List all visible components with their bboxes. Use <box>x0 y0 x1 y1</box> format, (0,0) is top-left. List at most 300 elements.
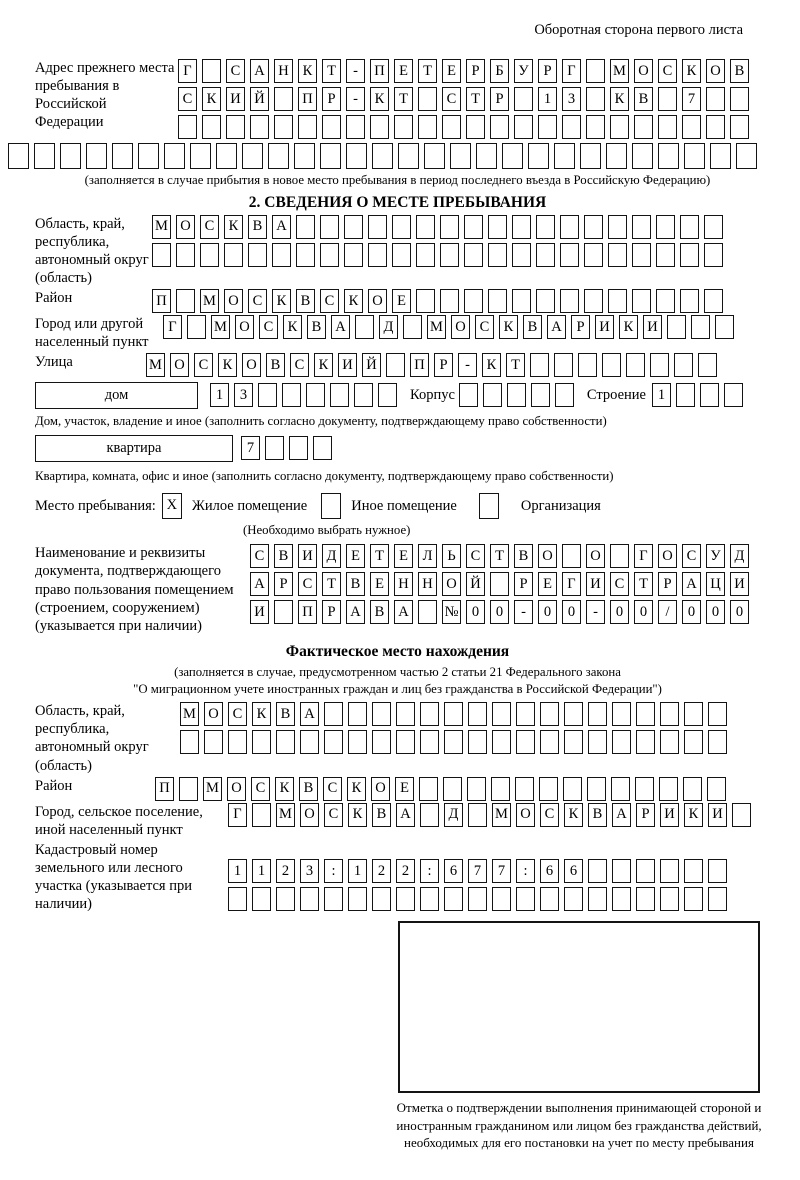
char-cell[interactable] <box>252 887 271 911</box>
char-cell[interactable] <box>682 115 701 139</box>
char-cell[interactable] <box>488 243 507 267</box>
char-cell[interactable] <box>730 87 749 111</box>
char-cell[interactable]: П <box>298 87 317 111</box>
char-cell[interactable] <box>538 115 557 139</box>
char-cell[interactable]: И <box>708 803 727 827</box>
char-cell[interactable] <box>516 887 535 911</box>
char-cell[interactable]: - <box>458 353 477 377</box>
char-cell[interactable] <box>554 143 575 169</box>
char-cell[interactable] <box>684 143 705 169</box>
char-cell[interactable]: И <box>250 600 269 624</box>
char-cell[interactable]: М <box>152 215 171 239</box>
char-cell[interactable] <box>530 353 549 377</box>
char-cell[interactable]: О <box>235 315 254 339</box>
char-cell[interactable]: 6 <box>540 859 559 883</box>
char-cell[interactable] <box>492 702 511 726</box>
char-cell[interactable]: Г <box>178 59 197 83</box>
char-cell[interactable]: Е <box>370 572 389 596</box>
char-cell[interactable] <box>265 436 284 460</box>
char-cell[interactable] <box>684 859 703 883</box>
char-cell[interactable]: 1 <box>538 87 557 111</box>
char-cell[interactable] <box>586 87 605 111</box>
char-cell[interactable] <box>187 315 206 339</box>
char-cell[interactable] <box>272 243 291 267</box>
char-cell[interactable]: С <box>228 702 247 726</box>
char-cell[interactable]: : <box>420 859 439 883</box>
char-cell[interactable] <box>606 143 627 169</box>
char-cell[interactable]: Р <box>322 87 341 111</box>
char-cell[interactable] <box>138 143 159 169</box>
char-cell[interactable]: 2 <box>396 859 415 883</box>
char-cell[interactable]: К <box>224 215 243 239</box>
char-cell[interactable]: О <box>451 315 470 339</box>
char-cell[interactable] <box>320 215 339 239</box>
char-cell[interactable] <box>656 289 675 313</box>
char-cell[interactable] <box>564 887 583 911</box>
char-cell[interactable] <box>468 730 487 754</box>
char-cell[interactable] <box>715 315 734 339</box>
char-cell[interactable]: А <box>250 572 269 596</box>
char-cell[interactable]: О <box>176 215 195 239</box>
char-cell[interactable] <box>324 702 343 726</box>
char-cell[interactable] <box>443 777 462 801</box>
char-cell[interactable] <box>348 730 367 754</box>
char-cell[interactable]: 1 <box>210 383 229 407</box>
char-cell[interactable] <box>420 887 439 911</box>
char-cell[interactable] <box>202 115 221 139</box>
char-cell[interactable] <box>632 289 651 313</box>
char-cell[interactable] <box>354 383 373 407</box>
char-cell[interactable]: : <box>516 859 535 883</box>
char-cell[interactable]: С <box>320 289 339 313</box>
char-cell[interactable]: 0 <box>706 600 725 624</box>
char-cell[interactable]: Р <box>322 600 341 624</box>
char-cell[interactable]: Н <box>418 572 437 596</box>
char-cell[interactable] <box>86 143 107 169</box>
char-cell[interactable]: Н <box>394 572 413 596</box>
char-cell[interactable] <box>708 859 727 883</box>
char-cell[interactable] <box>656 243 675 267</box>
char-cell[interactable] <box>216 143 237 169</box>
char-cell[interactable]: Р <box>538 59 557 83</box>
char-cell[interactable] <box>274 115 293 139</box>
char-cell[interactable]: - <box>346 87 365 111</box>
char-cell[interactable]: 0 <box>730 600 749 624</box>
char-cell[interactable]: М <box>200 289 219 313</box>
char-cell[interactable]: 6 <box>564 859 583 883</box>
char-cell[interactable] <box>176 289 195 313</box>
char-cell[interactable]: К <box>218 353 237 377</box>
char-cell[interactable] <box>322 115 341 139</box>
char-cell[interactable]: Й <box>466 572 485 596</box>
char-cell[interactable] <box>464 289 483 313</box>
char-cell[interactable] <box>468 702 487 726</box>
char-cell[interactable] <box>224 243 243 267</box>
char-cell[interactable] <box>608 215 627 239</box>
char-cell[interactable]: О <box>204 702 223 726</box>
char-cell[interactable]: А <box>250 59 269 83</box>
char-cell[interactable]: О <box>634 59 653 83</box>
char-cell[interactable] <box>300 887 319 911</box>
char-cell[interactable]: С <box>200 215 219 239</box>
char-cell[interactable]: В <box>266 353 285 377</box>
char-cell[interactable] <box>418 87 437 111</box>
char-cell[interactable]: К <box>682 59 701 83</box>
char-cell[interactable] <box>289 436 308 460</box>
char-cell[interactable]: 7 <box>468 859 487 883</box>
char-cell[interactable]: Р <box>658 572 677 596</box>
char-cell[interactable] <box>514 87 533 111</box>
char-cell[interactable] <box>700 383 719 407</box>
char-cell[interactable] <box>348 887 367 911</box>
char-cell[interactable] <box>512 289 531 313</box>
char-cell[interactable]: Т <box>370 544 389 568</box>
char-cell[interactable]: Д <box>730 544 749 568</box>
char-cell[interactable] <box>516 730 535 754</box>
char-cell[interactable]: В <box>514 544 533 568</box>
char-cell[interactable]: А <box>272 215 291 239</box>
char-cell[interactable] <box>736 143 757 169</box>
char-cell[interactable]: А <box>682 572 701 596</box>
char-cell[interactable] <box>8 143 29 169</box>
char-cell[interactable]: Т <box>322 572 341 596</box>
char-cell[interactable] <box>584 243 603 267</box>
char-cell[interactable]: К <box>275 777 294 801</box>
char-cell[interactable]: А <box>394 600 413 624</box>
char-cell[interactable] <box>416 215 435 239</box>
char-cell[interactable] <box>276 887 295 911</box>
char-cell[interactable]: О <box>242 353 261 377</box>
char-cell[interactable] <box>578 353 597 377</box>
char-cell[interactable]: С <box>323 777 342 801</box>
char-cell[interactable]: 1 <box>348 859 367 883</box>
char-cell[interactable]: К <box>482 353 501 377</box>
char-cell[interactable] <box>396 730 415 754</box>
char-cell[interactable] <box>344 243 363 267</box>
char-cell[interactable] <box>440 215 459 239</box>
char-cell[interactable] <box>512 243 531 267</box>
char-cell[interactable] <box>684 730 703 754</box>
char-cell[interactable] <box>650 353 669 377</box>
char-cell[interactable]: Р <box>466 59 485 83</box>
char-cell[interactable]: 1 <box>252 859 271 883</box>
char-cell[interactable] <box>324 887 343 911</box>
char-cell[interactable]: В <box>372 803 391 827</box>
char-cell[interactable]: К <box>298 59 317 83</box>
stay-option-residential-checkbox[interactable]: X <box>162 493 182 519</box>
char-cell[interactable] <box>732 803 751 827</box>
char-cell[interactable]: - <box>514 600 533 624</box>
char-cell[interactable]: 6 <box>444 859 463 883</box>
char-cell[interactable] <box>442 115 461 139</box>
char-cell[interactable]: А <box>547 315 566 339</box>
char-cell[interactable] <box>248 243 267 267</box>
char-cell[interactable]: В <box>346 572 365 596</box>
char-cell[interactable] <box>420 702 439 726</box>
char-cell[interactable] <box>492 887 511 911</box>
char-cell[interactable] <box>346 143 367 169</box>
char-cell[interactable] <box>684 887 703 911</box>
char-cell[interactable] <box>242 143 263 169</box>
char-cell[interactable] <box>492 730 511 754</box>
char-cell[interactable] <box>346 115 365 139</box>
char-cell[interactable]: С <box>682 544 701 568</box>
char-cell[interactable]: М <box>203 777 222 801</box>
char-cell[interactable]: Г <box>562 572 581 596</box>
char-cell[interactable] <box>707 777 726 801</box>
char-cell[interactable]: К <box>684 803 703 827</box>
char-cell[interactable]: Р <box>434 353 453 377</box>
char-cell[interactable] <box>602 353 621 377</box>
char-cell[interactable]: К <box>347 777 366 801</box>
char-cell[interactable]: Д <box>444 803 463 827</box>
char-cell[interactable] <box>708 702 727 726</box>
char-cell[interactable] <box>164 143 185 169</box>
char-cell[interactable]: О <box>586 544 605 568</box>
char-cell[interactable] <box>659 777 678 801</box>
char-cell[interactable] <box>610 544 629 568</box>
char-cell[interactable]: 7 <box>241 436 260 460</box>
char-cell[interactable]: К <box>619 315 638 339</box>
char-cell[interactable]: - <box>586 600 605 624</box>
char-cell[interactable]: О <box>170 353 189 377</box>
char-cell[interactable]: В <box>523 315 542 339</box>
char-cell[interactable]: Р <box>636 803 655 827</box>
char-cell[interactable] <box>636 730 655 754</box>
char-cell[interactable] <box>298 115 317 139</box>
char-cell[interactable] <box>488 289 507 313</box>
char-cell[interactable]: О <box>538 544 557 568</box>
char-cell[interactable] <box>632 215 651 239</box>
char-cell[interactable] <box>252 803 271 827</box>
char-cell[interactable] <box>274 87 293 111</box>
char-cell[interactable] <box>348 702 367 726</box>
char-cell[interactable] <box>586 115 605 139</box>
char-cell[interactable] <box>386 353 405 377</box>
char-cell[interactable] <box>564 730 583 754</box>
char-cell[interactable]: В <box>307 315 326 339</box>
char-cell[interactable]: С <box>324 803 343 827</box>
char-cell[interactable]: К <box>344 289 363 313</box>
char-cell[interactable]: С <box>290 353 309 377</box>
char-cell[interactable] <box>60 143 81 169</box>
char-cell[interactable] <box>416 243 435 267</box>
char-cell[interactable] <box>190 143 211 169</box>
char-cell[interactable] <box>355 315 374 339</box>
char-cell[interactable] <box>636 887 655 911</box>
char-cell[interactable] <box>320 243 339 267</box>
char-cell[interactable]: П <box>155 777 174 801</box>
char-cell[interactable] <box>563 777 582 801</box>
char-cell[interactable] <box>416 289 435 313</box>
char-cell[interactable]: К <box>564 803 583 827</box>
char-cell[interactable] <box>330 383 349 407</box>
char-cell[interactable]: С <box>442 87 461 111</box>
char-cell[interactable]: О <box>516 803 535 827</box>
char-cell[interactable]: С <box>226 59 245 83</box>
char-cell[interactable] <box>708 887 727 911</box>
char-cell[interactable]: М <box>492 803 511 827</box>
char-cell[interactable]: А <box>396 803 415 827</box>
char-cell[interactable]: И <box>338 353 357 377</box>
char-cell[interactable] <box>464 215 483 239</box>
char-cell[interactable] <box>676 383 695 407</box>
char-cell[interactable] <box>440 243 459 267</box>
char-cell[interactable] <box>536 243 555 267</box>
char-cell[interactable] <box>608 243 627 267</box>
char-cell[interactable] <box>539 777 558 801</box>
char-cell[interactable]: С <box>178 87 197 111</box>
char-cell[interactable]: Т <box>394 87 413 111</box>
char-cell[interactable]: Й <box>250 87 269 111</box>
char-cell[interactable]: 0 <box>634 600 653 624</box>
char-cell[interactable] <box>226 115 245 139</box>
char-cell[interactable]: А <box>331 315 350 339</box>
char-cell[interactable] <box>176 243 195 267</box>
char-cell[interactable]: Ь <box>442 544 461 568</box>
char-cell[interactable]: 2 <box>276 859 295 883</box>
char-cell[interactable]: П <box>298 600 317 624</box>
char-cell[interactable] <box>483 383 502 407</box>
char-cell[interactable]: Е <box>346 544 365 568</box>
char-cell[interactable]: О <box>658 544 677 568</box>
char-cell[interactable]: 7 <box>492 859 511 883</box>
char-cell[interactable]: Е <box>395 777 414 801</box>
char-cell[interactable]: А <box>612 803 631 827</box>
char-cell[interactable] <box>674 353 693 377</box>
char-cell[interactable]: Т <box>418 59 437 83</box>
char-cell[interactable] <box>528 143 549 169</box>
char-cell[interactable]: / <box>658 600 677 624</box>
char-cell[interactable]: С <box>466 544 485 568</box>
char-cell[interactable]: В <box>730 59 749 83</box>
char-cell[interactable]: Т <box>490 544 509 568</box>
char-cell[interactable] <box>476 143 497 169</box>
char-cell[interactable]: М <box>211 315 230 339</box>
char-cell[interactable]: М <box>180 702 199 726</box>
char-cell[interactable] <box>634 115 653 139</box>
char-cell[interactable]: - <box>346 59 365 83</box>
char-cell[interactable] <box>683 777 702 801</box>
char-cell[interactable]: Р <box>514 572 533 596</box>
char-cell[interactable] <box>394 115 413 139</box>
char-cell[interactable]: П <box>410 353 429 377</box>
char-cell[interactable]: М <box>146 353 165 377</box>
char-cell[interactable] <box>658 87 677 111</box>
char-cell[interactable] <box>564 702 583 726</box>
char-cell[interactable] <box>584 215 603 239</box>
char-cell[interactable]: К <box>283 315 302 339</box>
char-cell[interactable]: В <box>248 215 267 239</box>
char-cell[interactable]: В <box>296 289 315 313</box>
char-cell[interactable]: Е <box>538 572 557 596</box>
char-cell[interactable]: И <box>660 803 679 827</box>
char-cell[interactable]: 0 <box>610 600 629 624</box>
char-cell[interactable] <box>531 383 550 407</box>
char-cell[interactable]: Й <box>362 353 381 377</box>
char-cell[interactable] <box>560 243 579 267</box>
char-cell[interactable]: 0 <box>538 600 557 624</box>
char-cell[interactable]: К <box>272 289 291 313</box>
char-cell[interactable]: Е <box>392 289 411 313</box>
char-cell[interactable] <box>656 215 675 239</box>
char-cell[interactable] <box>320 143 341 169</box>
char-cell[interactable] <box>540 702 559 726</box>
char-cell[interactable] <box>658 143 679 169</box>
char-cell[interactable]: И <box>730 572 749 596</box>
char-cell[interactable] <box>632 143 653 169</box>
char-cell[interactable]: Ц <box>706 572 725 596</box>
char-cell[interactable] <box>588 887 607 911</box>
char-cell[interactable]: В <box>370 600 389 624</box>
char-cell[interactable] <box>691 315 710 339</box>
char-cell[interactable] <box>588 859 607 883</box>
char-cell[interactable] <box>560 289 579 313</box>
char-cell[interactable]: В <box>299 777 318 801</box>
char-cell[interactable]: Г <box>163 315 182 339</box>
char-cell[interactable]: У <box>514 59 533 83</box>
char-cell[interactable] <box>228 887 247 911</box>
char-cell[interactable] <box>710 143 731 169</box>
char-cell[interactable] <box>252 730 271 754</box>
char-cell[interactable]: С <box>248 289 267 313</box>
char-cell[interactable] <box>296 215 315 239</box>
char-cell[interactable]: К <box>610 87 629 111</box>
stay-option-other-checkbox[interactable] <box>321 493 341 519</box>
char-cell[interactable] <box>626 353 645 377</box>
char-cell[interactable]: 2 <box>372 859 391 883</box>
char-cell[interactable] <box>706 87 725 111</box>
char-cell[interactable]: № <box>442 600 461 624</box>
char-cell[interactable]: С <box>298 572 317 596</box>
char-cell[interactable]: Б <box>490 59 509 83</box>
char-cell[interactable]: Е <box>394 544 413 568</box>
char-cell[interactable]: И <box>643 315 662 339</box>
char-cell[interactable] <box>34 143 55 169</box>
char-cell[interactable] <box>660 730 679 754</box>
char-cell[interactable] <box>268 143 289 169</box>
char-cell[interactable] <box>324 730 343 754</box>
char-cell[interactable] <box>464 243 483 267</box>
char-cell[interactable]: О <box>300 803 319 827</box>
char-cell[interactable] <box>490 572 509 596</box>
char-cell[interactable] <box>515 777 534 801</box>
char-cell[interactable]: Р <box>571 315 590 339</box>
char-cell[interactable] <box>468 803 487 827</box>
char-cell[interactable]: 3 <box>562 87 581 111</box>
char-cell[interactable]: А <box>300 702 319 726</box>
char-cell[interactable]: К <box>252 702 271 726</box>
char-cell[interactable] <box>372 143 393 169</box>
char-cell[interactable]: 3 <box>300 859 319 883</box>
char-cell[interactable]: С <box>194 353 213 377</box>
char-cell[interactable] <box>403 315 422 339</box>
char-cell[interactable] <box>444 702 463 726</box>
char-cell[interactable]: С <box>658 59 677 83</box>
char-cell[interactable]: Т <box>506 353 525 377</box>
char-cell[interactable] <box>370 115 389 139</box>
char-cell[interactable] <box>632 243 651 267</box>
char-cell[interactable] <box>420 730 439 754</box>
char-cell[interactable] <box>396 887 415 911</box>
char-cell[interactable]: М <box>427 315 446 339</box>
char-cell[interactable]: К <box>370 87 389 111</box>
char-cell[interactable] <box>608 289 627 313</box>
char-cell[interactable]: В <box>634 87 653 111</box>
char-cell[interactable] <box>588 730 607 754</box>
char-cell[interactable] <box>282 383 301 407</box>
char-cell[interactable]: В <box>588 803 607 827</box>
